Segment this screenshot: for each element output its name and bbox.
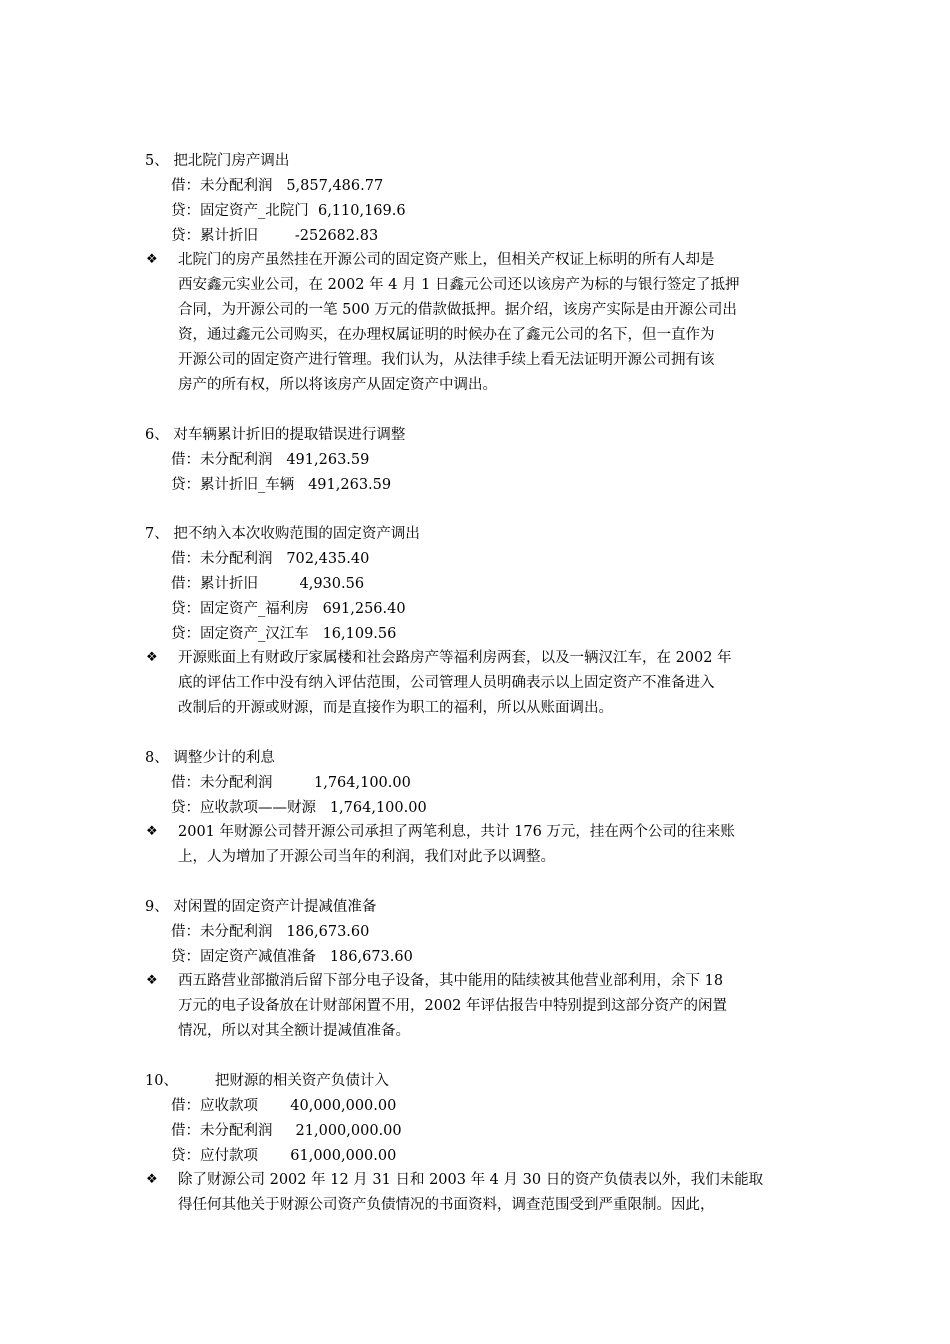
section-5-heading: 5、 把北院门房产调出 xyxy=(145,153,290,169)
section-5-note xyxy=(178,248,808,398)
section-7-entry-2: 借：累计折旧 4,930.56 xyxy=(171,576,365,592)
diamond-bullet-icon: ❖ xyxy=(146,973,158,988)
note-line: 得任何其他关于财源公司资产负债情况的书面资料，调查范围受到严重限制。因此， xyxy=(178,1197,715,1213)
section-7-entry-4: 贷：固定资产_汉江车 16,109.56 xyxy=(171,626,397,642)
note-line: 北院门的房产虽然挂在开源公司的固定资产账上，但相关产权证上标明的所有人却是 xyxy=(178,252,715,268)
note-line: 万元的电子设备放在计财部闲置不用，2002 年评估报告中特别提到这部分资产的闲置 xyxy=(178,998,728,1014)
section-8-heading: 8、 调整少计的利息 xyxy=(145,750,275,766)
note-line: 改制后的开源或财源，而是直接作为职工的福利，所以从账面调出。 xyxy=(178,700,613,716)
section-10-entry-3: 贷：应付款项 61,000,000.00 xyxy=(171,1148,397,1164)
section-5-entry-2: 贷：固定资产_北院门 6,110,169.6 xyxy=(171,203,406,219)
section-6-heading: 6、 对车辆累计折旧的提取错误进行调整 xyxy=(145,427,406,443)
note-line: 除了财源公司 2002 年 12 月 31 日和 2003 年 4 月 30 日的资产负债表以外，我们未能取 xyxy=(178,1172,764,1188)
section-7-entry-3: 贷：固定资产_福利房 691,256.40 xyxy=(171,601,406,617)
section-7-heading: 7、 把不纳入本次收购范围的固定资产调出 xyxy=(145,526,420,542)
section-8-entry-2: 贷：应收款项——财源 1,764,100.00 xyxy=(171,800,427,816)
note-line: 开源账面上有财政厅家属楼和社会路房产等福利房两套，以及一辆汉江车，在 2002 年 xyxy=(178,650,732,666)
note-line: 合同，为开源公司的一笔 500 万元的借款做抵押。据介绍，该房产实际是由开源公司出 xyxy=(178,302,737,318)
note-line: 西五路营业部撤消后留下部分电子设备，其中能用的陆续被其他营业部利用，余下 18 xyxy=(178,973,724,989)
section-9-note xyxy=(178,969,808,1044)
diamond-bullet-icon: ❖ xyxy=(146,650,158,665)
section-5-entry-1: 借：未分配利润 5,857,486.77 xyxy=(171,178,384,194)
section-7-note xyxy=(178,646,808,721)
diamond-bullet-icon: ❖ xyxy=(146,824,158,839)
note-line: 情况，所以对其全额计提减值准备。 xyxy=(178,1023,410,1039)
section-9-entry-2: 贷：固定资产减值准备 186,673.60 xyxy=(171,949,413,965)
note-line: 底的评估工作中没有纳入评估范围，公司管理人员明确表示以上固定资产不准备进入 xyxy=(178,675,715,691)
section-10-note xyxy=(178,1168,808,1218)
section-8-note xyxy=(178,820,808,870)
section-5-entry-3: 贷：累计折旧 -252682.83 xyxy=(171,228,379,244)
diamond-bullet-icon: ❖ xyxy=(146,1172,158,1187)
section-10-entry-1: 借：应收款项 40,000,000.00 xyxy=(171,1098,397,1114)
diamond-bullet-icon: ❖ xyxy=(146,252,158,267)
note-line: 上，人为增加了开源公司当年的利润，我们对此予以调整。 xyxy=(178,849,555,865)
note-line: 2001 年财源公司替开源公司承担了两笔利息，共计 176 万元，挂在两个公司的往来账 xyxy=(178,824,735,840)
section-10-heading: 10、 把财源的相关资产负债计入 xyxy=(145,1073,389,1089)
note-line: 西安鑫元实业公司，在 2002 年 4 月 1 日鑫元公司还以该房产为标的与银行签定了抵押 xyxy=(178,277,740,293)
section-9-entry-1: 借：未分配利润 186,673.60 xyxy=(171,924,370,940)
section-6-entry-2: 贷：累计折旧_车辆 491,263.59 xyxy=(171,477,392,493)
note-line: 房产的所有权，所以将该房产从固定资产中调出。 xyxy=(178,377,497,393)
section-10-entry-2: 借：未分配利润 21,000,000.00 xyxy=(171,1123,402,1139)
note-line: 资，通过鑫元公司购买，在办理权属证明的时候办在了鑫元公司的名下，但一直作为 xyxy=(178,327,715,343)
section-9-heading: 9、 对闲置的固定资产计提减值准备 xyxy=(145,899,377,915)
section-7-entry-1: 借：未分配利润 702,435.40 xyxy=(171,551,370,567)
section-8-entry-1: 借：未分配利润 1,764,100.00 xyxy=(171,775,411,791)
section-6-entry-1: 借：未分配利润 491,263.59 xyxy=(171,452,370,468)
note-line: 开源公司的固定资产进行管理。我们认为，从法律手续上看无法证明开源公司拥有该 xyxy=(178,352,715,368)
